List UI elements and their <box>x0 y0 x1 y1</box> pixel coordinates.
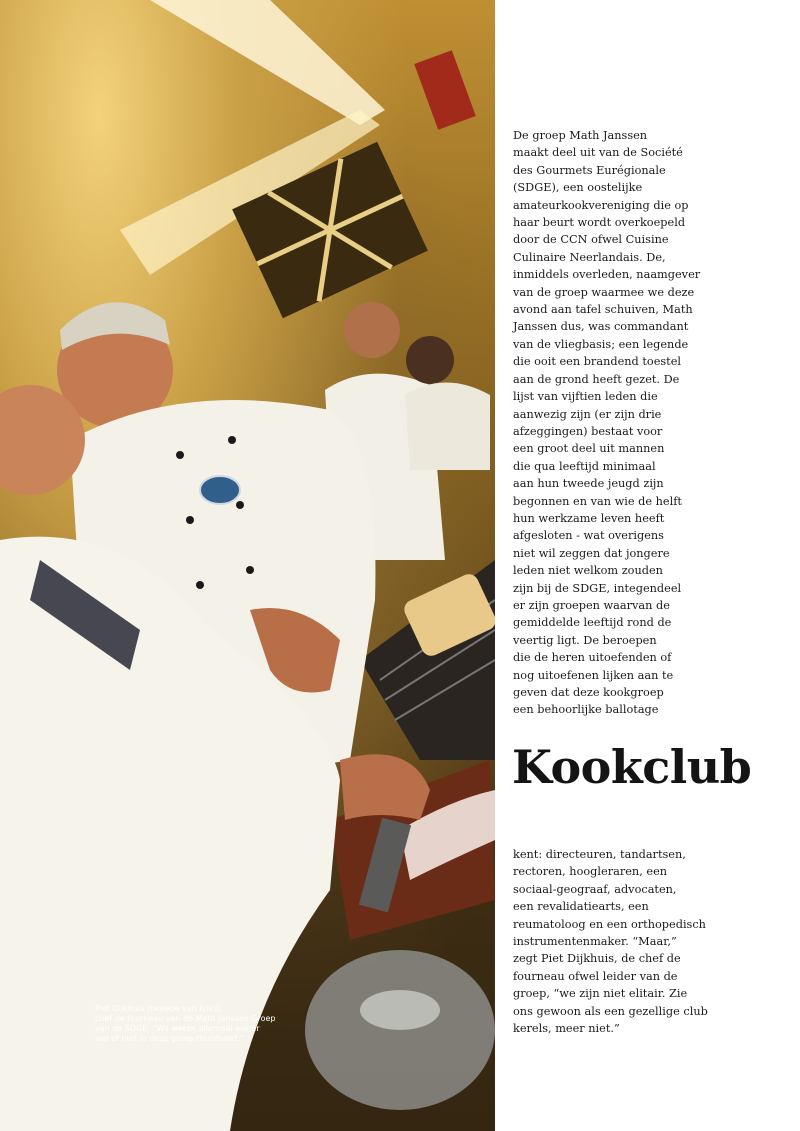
body-line: rectoren, hoogleraren, een <box>513 865 668 879</box>
article-headline: Kookclub <box>512 740 752 794</box>
wall-sign <box>414 50 476 129</box>
body-line: begonnen en van wie de helft <box>513 494 682 508</box>
body-line: afgesloten - wat overigens <box>513 529 664 543</box>
photo-caption <box>95 1004 295 1044</box>
body-line: lijst van vijftien leden die <box>513 390 658 404</box>
caption-line: chef de fourneau van de Math Janssen Groep <box>95 1014 276 1023</box>
body-line: nog uitoefenen lijken aan te <box>513 668 674 682</box>
body-line: inmiddels overleden, naamgever <box>513 268 701 282</box>
body-line: veertig ligt. De beroepen <box>513 633 657 647</box>
body-line: hun werkzame leven heeft <box>513 511 665 525</box>
body-line: reumatoloog en een orthopedisch <box>513 917 706 931</box>
logo-badge <box>200 476 240 504</box>
body-line: kerels, meer niet.” <box>513 1022 620 1036</box>
body-line: maakt deel uit van de Société <box>513 146 683 160</box>
body-line: een revalidatiearts, een <box>513 900 649 914</box>
body-line: zegt Piet Dijkhuis, de chef de <box>513 952 681 966</box>
body-line: sociaal-geograaf, advocaten, <box>513 882 677 896</box>
body-line: leden niet welkom zouden <box>513 564 663 578</box>
body-line: (SDGE), een oostelijke <box>513 181 643 195</box>
body-line: van de groep waarmee we deze <box>513 285 695 299</box>
body-line: een groot deel uit mannen <box>513 442 665 456</box>
body-line: amateurkookvereniging die op <box>513 198 689 212</box>
body-line: die ooit een brandend toestel <box>513 355 682 369</box>
body-line: fourneau ofwel leider van de <box>513 969 678 983</box>
body-line: groep, “we zijn niet elitair. Zie <box>513 987 688 1001</box>
article-body-column-1 <box>513 127 793 719</box>
body-line: die de heren uitoefenden of <box>513 651 672 665</box>
body-line: er zijn groepen waarvan de <box>513 598 670 612</box>
body-line: zijn bij de SDGE, integendeel <box>513 581 682 595</box>
body-line: De groep Math Janssen <box>513 129 648 142</box>
body-line: van de vliegbasis; een legende <box>513 337 689 351</box>
caption-line: Piet Dijkhuis (tweede van links), <box>95 1004 224 1013</box>
body-line: des Gourmets Eurégionale <box>513 163 666 177</box>
body-line: haar beurt wordt overkoepeld <box>513 216 686 230</box>
body-line: afzeggingen) bestaat voor <box>513 424 663 438</box>
article-body-column-2 <box>513 846 793 1037</box>
body-line: Culinaire Neerlandais. De, <box>513 250 666 264</box>
body-line: aanwezig zijn (er zijn drie <box>513 407 662 421</box>
body-line: door de CCN ofwel Cuisine <box>513 233 669 247</box>
body-line: kent: directeuren, tandartsen, <box>513 848 686 861</box>
body-line: avond aan tafel schuiven, Math <box>513 303 693 317</box>
chef-head-back <box>344 302 400 358</box>
body-line: aan hun tweede jeugd zijn <box>513 477 664 491</box>
ceiling-light <box>150 0 385 125</box>
caption-line: van de SDGE: “Wij weten allemaal wie er <box>95 1024 260 1033</box>
body-line: geven dat deze kookgroep <box>513 686 664 699</box>
body-line: die qua leeftijd minimaal <box>513 459 656 473</box>
body-line: niet wil zeggen dat jongere <box>513 546 670 560</box>
body-line: een behoorlijke ballotage <box>513 703 659 717</box>
body-line: Janssen dus, was commandant <box>513 320 689 334</box>
body-line: instrumentenmaker. “Maar,” <box>513 935 677 949</box>
caption-line: wel of niet in deze groep thuishoort.” <box>95 1034 245 1043</box>
body-line: aan de grond heeft gezet. De <box>513 372 680 386</box>
body-line: ons gewoon als een gezellige club <box>513 1004 708 1018</box>
body-line: gemiddelde leeftijd rond de <box>513 616 672 630</box>
